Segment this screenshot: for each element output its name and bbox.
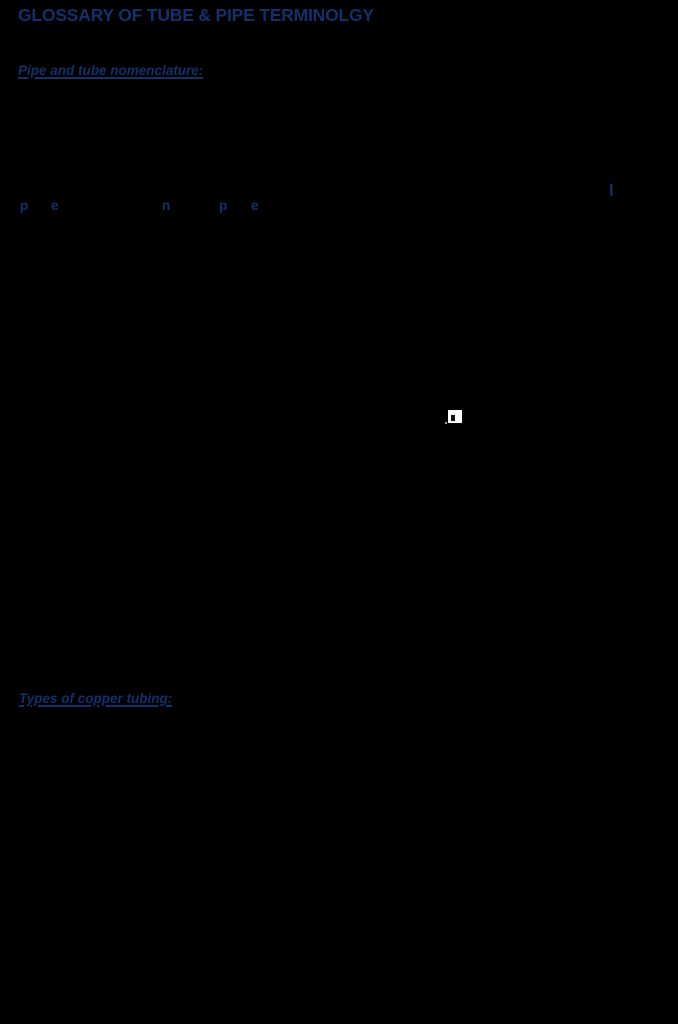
text-fragment: p	[20, 198, 29, 213]
section-heading-pipe-and-tube-nomenclature: Pipe and tube nomenclature:	[18, 63, 204, 78]
text-fragment: l	[609, 181, 614, 200]
image-speck	[445, 422, 447, 424]
text-fragment: e	[251, 198, 259, 213]
text-fragment: e	[51, 198, 59, 213]
image-placeholder-icon	[448, 410, 462, 423]
text-fragment: p	[219, 198, 228, 213]
text-fragment: n	[162, 198, 171, 213]
section-heading-types-of-copper-tubing: Types of copper tubing:	[19, 691, 173, 706]
page-title: GLOSSARY OF TUBE & PIPE TERMINOLGY	[18, 5, 374, 25]
image-placeholder-mark	[451, 415, 455, 421]
